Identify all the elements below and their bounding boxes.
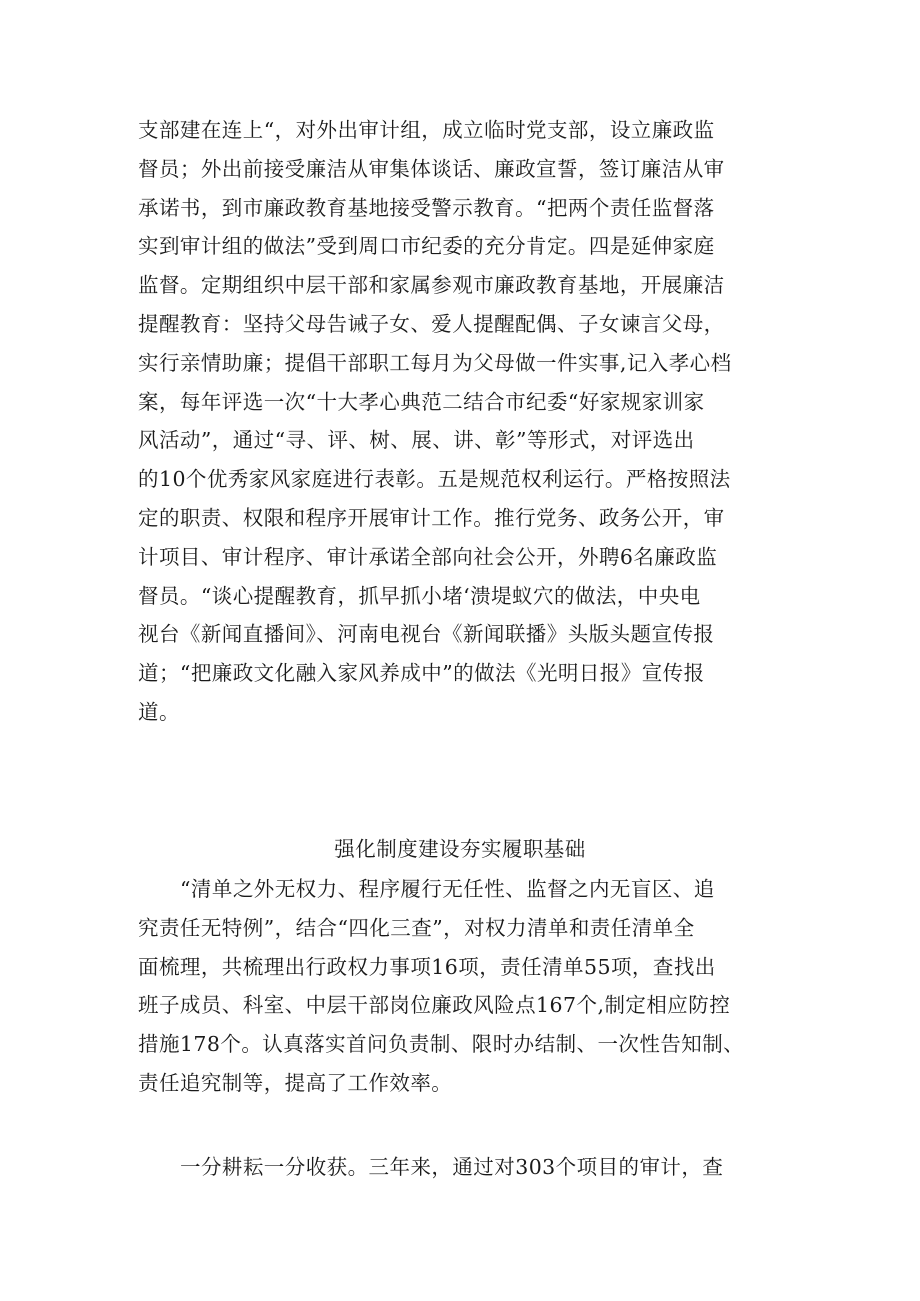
text-line: 道。 — [138, 699, 180, 724]
paragraph-integrity-measures — [138, 111, 810, 732]
text-line: 定的职责、权限和程序开展审计工作。推行党务、政务公开，审 — [138, 505, 725, 530]
text-line: 实行亲情助廉；提倡干部职工每月为父母做一件实事,记入孝心档 — [138, 350, 732, 375]
text-line: 支部建在连上“，对外出审计组，成立临时党支部，设立廉政监 — [138, 118, 715, 142]
text-line: 案，每年评选一次“十大孝心典范二结合市纪委“好家规家训家 — [138, 389, 705, 414]
paragraph-results — [138, 1148, 810, 1187]
text-line: “清单之外无权力、程序履行无任性、监督之内无盲区、追 — [180, 877, 715, 901]
paragraph-institution-building — [138, 870, 810, 1103]
text-line: 班子成员、科室、中层干部岗位廉政风险点167个,制定相应防控 — [138, 993, 731, 1018]
text-line: 承诺书，到市廉政教育基地接受警示教育。“把两个责任监督落 — [138, 195, 715, 220]
text-line: 督员；外出前接受廉洁从审集体谈话、廉政宣誓，签订廉洁从审 — [138, 156, 725, 181]
section-heading: 强化制度建设夯实履职基础 — [334, 837, 586, 861]
text-line: 计项目、审计程序、审计承诺全部向社会公开，外聘6名廉政监 — [138, 544, 718, 569]
text-line: 提醒教育：坚持父母告诫子女、爱人提醒配偶、子女谏言父母， — [138, 311, 725, 336]
text-line: 责任追究制等，提高了工作效率。 — [138, 1070, 453, 1095]
text-line: 一分耕耘一分收获。三年来，通过对303个项目的审计，查 — [180, 1155, 724, 1179]
text-line: 风活动”，通过“寻、评、树、展、讲、彰”等形式，对评选出 — [138, 428, 695, 453]
text-line: 督员。“谈心提醒教育，抓早抓小堵‘溃堤蚁穴的做法，中央电 — [138, 583, 701, 608]
text-line: 究责任无特例”，结合“四化三查”，对权力清单和责任清单全 — [138, 915, 695, 940]
text-line: 监督。定期组织中层干部和家属参观市廉政教育基地，开展廉洁 — [138, 273, 725, 298]
text-line: 道；“把廉政文化融入家风养成中”的做法《光明日报》宣传报 — [138, 661, 705, 686]
text-line: 的10个优秀家风家庭进行表彰。五是规范权利运行。严格按照法 — [138, 467, 731, 492]
text-line: 视台《新闻直播间》、河南电视台《新闻联播》头版头题宣传报 — [138, 622, 715, 647]
text-line: 面梳理，共梳理出行政权力事项16项，责任清单55项，查找出 — [138, 954, 716, 979]
text-line: 实到审计组的做法”受到周口市纪委的充分肯定。四是延伸家庭 — [138, 234, 715, 259]
text-line: 措施178个。认真落实首问负责制、限时办结制、一次性告知制、 — [138, 1032, 745, 1057]
